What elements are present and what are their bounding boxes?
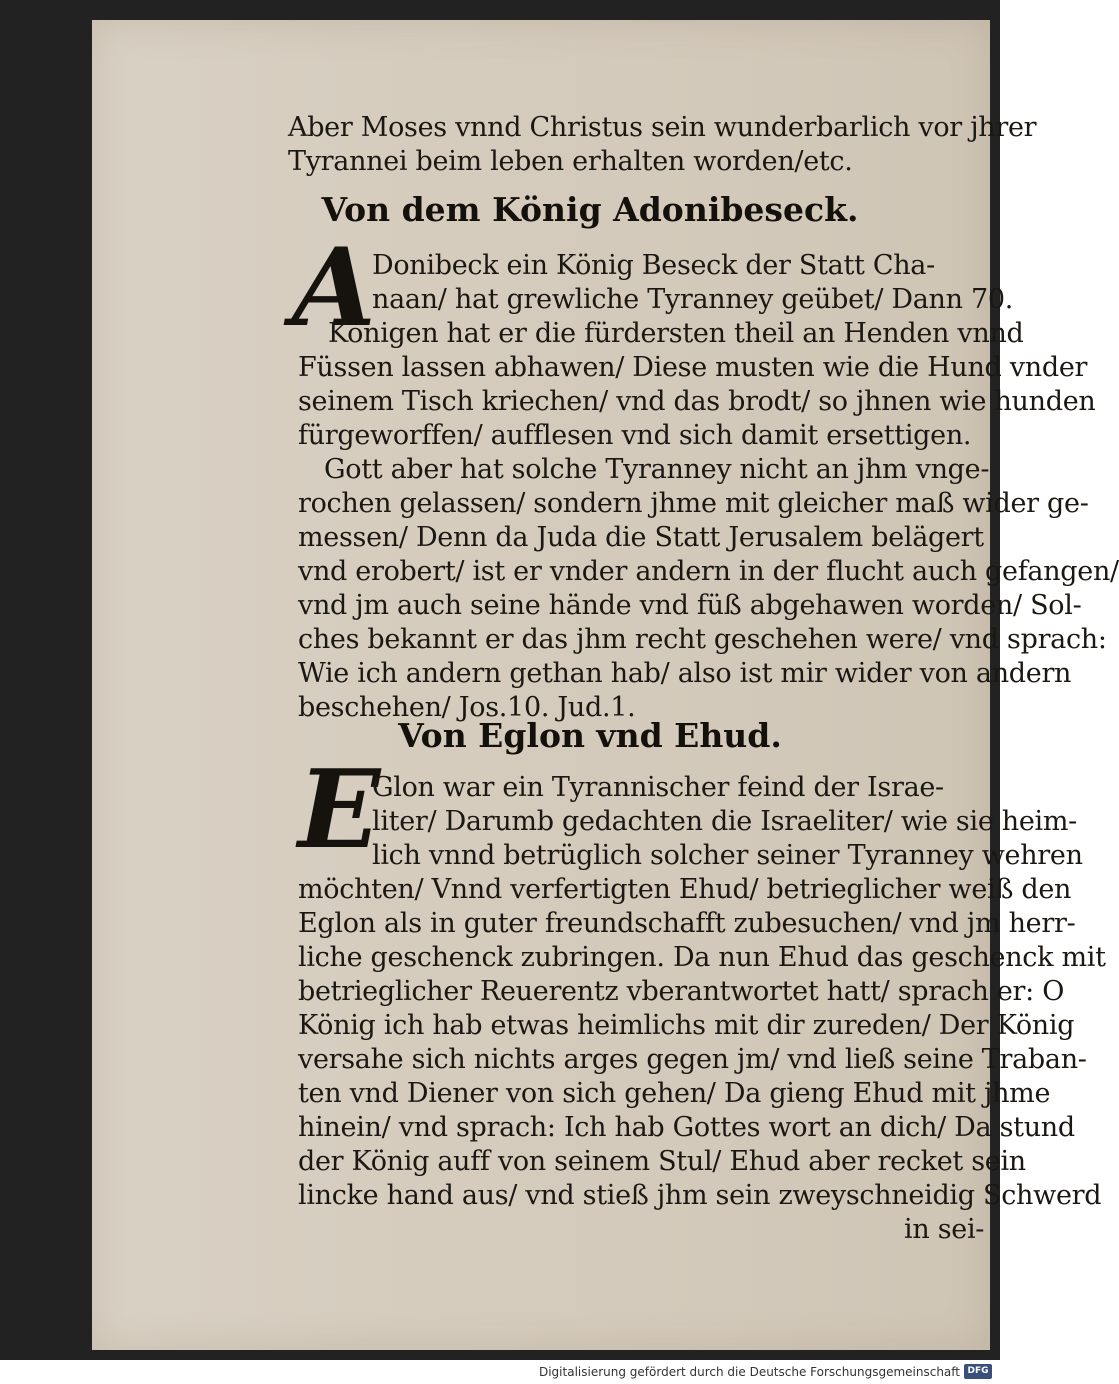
text-line: hinein/ vnd sprach: Ich hab Gottes wort an dich/ Da stund [298,1112,1075,1143]
text-line: möchten/ Vnnd verfertigten Ehud/ betrieglicher weiß den [298,874,1072,905]
text-line: Eglon als in guter freundschafft zubesuchen/ vnd jm herr- [298,908,1076,939]
text-line: betrieglicher Reuerentz vberantwortet hatt/ sprach er: O [298,976,1065,1007]
text-line: messen/ Denn da Juda die Statt Jerusalem belägert [298,522,984,553]
text-line: naan/ hat grewliche Tyranney geübet/ Dann 70. [372,284,1014,315]
funding-notice: Digitalisierung gefördert durch die Deutsche Forschungsgemeinschaft [538,1365,960,1379]
footer-bar [0,1360,1000,1384]
text-line: ten vnd Diener von sich gehen/ Da gieng Ehud mit jhme [298,1078,1051,1109]
text-line: Aber Moses vnnd Christus sein wunderbarlich vor jhrer [288,112,1037,143]
text-line: Gott aber hat solche Tyranney nicht an jhm vnge- [324,454,990,485]
text-line: der König auff von seinem Stul/ Ehud aber recket sein [298,1146,1026,1177]
text-line: Tyrannei beim leben erhalten worden/etc. [288,146,853,177]
dfg-logo: DFG [964,1364,992,1379]
section-heading: Von dem König Adonibeseck. [321,190,859,229]
text-line: liter/ Darumb gedachten die Israeliter/ wie sie heim- [372,806,1078,837]
text-line: Donibeck ein König Beseck der Statt Cha- [372,250,935,281]
text-line: ches bekannt er das jhm recht geschehen were/ vnd sprach: [298,624,1107,655]
drop-cap: E [298,747,381,873]
text-line: vnd erobert/ ist er vnder andern in der flucht auch gefangen/ [298,556,1119,587]
text-line: König ich hab etwas heimlichs mit dir zureden/ Der König [298,1010,1075,1041]
text-line: Wie ich andern gethan hab/ also ist mir wider von andern [298,658,1072,689]
text-line: Königen hat er die fürdersten theil an Henden vnnd [328,318,1024,349]
section-heading: Von Eglon vnd Ehud. [398,716,782,755]
text-line: fürgeworffen/ aufflesen vnd sich damit ersettigen. [298,420,972,451]
text-line: Glon war ein Tyrannischer feind der Israe- [372,772,944,803]
catchword: in sei- [904,1214,985,1245]
drop-cap: A [292,225,376,351]
text-line: lich vnnd betrüglich solcher seiner Tyranney wehren [372,840,1083,871]
text-line: lincke hand aus/ vnd stieß jhm sein zweyschneidig Schwerd [298,1180,1102,1211]
text-line: vnd jm auch seine hände vnd füß abgehawen worden/ Sol- [298,590,1082,621]
text-line: versahe sich nichts arges gegen jm/ vnd ließ seine Traban- [298,1044,1087,1075]
text-line: Füssen lassen abhawen/ Diese musten wie die Hund vnder [298,352,1088,383]
text-line: seinem Tisch kriechen/ vnd das brodt/ so jhnen wie hunden [298,386,1096,417]
text-line: beschehen/ Jos.10. Jud.1. [298,692,636,723]
text-line: liche geschenck zubringen. Da nun Ehud das geschenck mit [298,942,1106,973]
text-line: rochen gelassen/ sondern jhme mit gleicher maß wider ge- [298,488,1089,519]
